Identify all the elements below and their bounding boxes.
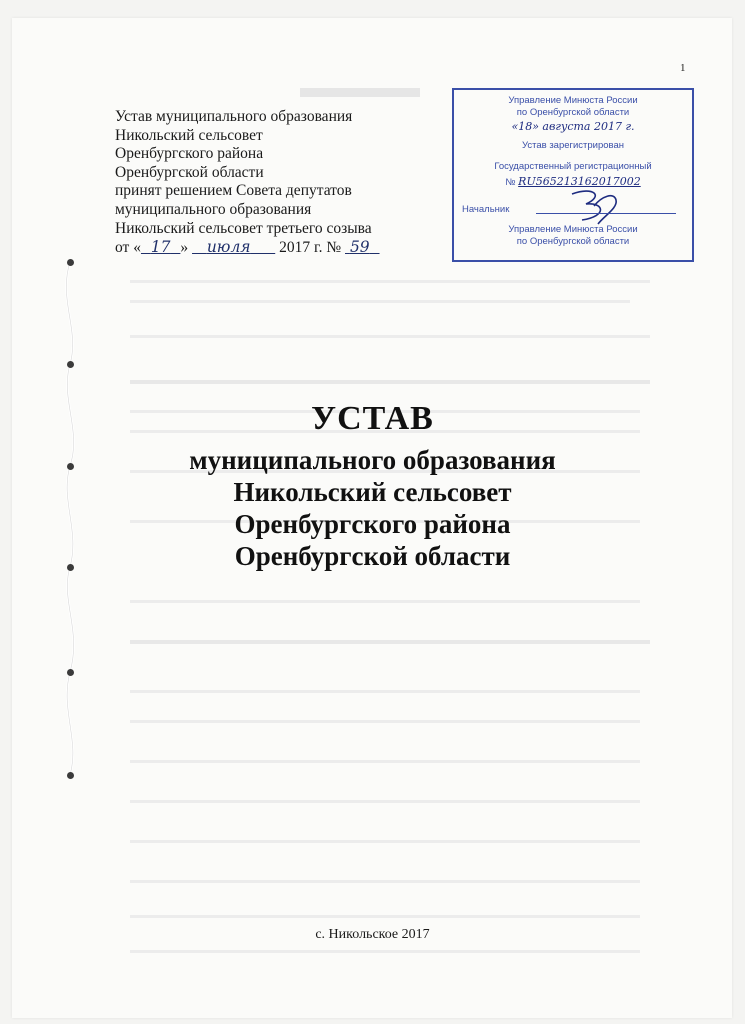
stamp-registered: Устав зарегистрирован (521, 140, 625, 151)
title-line: Оренбургского района (234, 509, 511, 539)
stamp-chief-label: Начальник (462, 204, 510, 215)
stamp-reg-label: Государственный регистрационный (494, 161, 652, 172)
approval-block (115, 108, 380, 258)
date-month: июля (206, 238, 251, 257)
date-day: 17 (150, 238, 171, 257)
date-prefix: от « (115, 239, 141, 257)
stamp-bottom-line: Управление Минюста России (508, 224, 638, 235)
date-mid: » (180, 239, 189, 257)
document-title (0, 400, 745, 572)
binding-hole (67, 669, 74, 676)
title-line: Оренбургской области (234, 541, 511, 571)
binding-hole (67, 259, 74, 266)
signature-icon (564, 186, 624, 228)
approval-date-line (115, 238, 380, 258)
stamp-date: «18» августа 2017 г. (511, 120, 635, 133)
place-and-year: с. Никольское 2017 (315, 927, 430, 942)
approval-line: Никольский сельсовет третьего созыва (115, 219, 372, 237)
stamp-org-line: Управление Минюста России (508, 95, 638, 106)
approval-line: Оренбургской области (115, 163, 264, 181)
approval-line: Никольский сельсовет (115, 126, 263, 144)
date-year: 2017 г. № (279, 239, 342, 257)
approval-line: Устав муниципального образования (115, 108, 353, 125)
binding-hole (67, 772, 74, 779)
title-main: УСТАВ (311, 400, 434, 437)
title-line: муниципального образования (189, 445, 556, 475)
approval-line: Оренбургского района (115, 145, 264, 163)
registration-stamp (452, 88, 694, 262)
signature-line (536, 213, 676, 214)
title-line: Никольский сельсовет (233, 477, 512, 507)
approval-line: муниципального образования (115, 200, 312, 218)
stamp-org-line: по Оренбургской области (516, 107, 630, 118)
page-number: 1 (680, 62, 686, 74)
stamp-bottom-line: по Оренбургской области (516, 236, 630, 247)
stamp-reg-number: № RU565213162017002 (505, 175, 641, 188)
binding-hole (67, 361, 74, 368)
approval-line: принят решением Совета депутатов (115, 182, 352, 200)
decision-number: 59 (349, 238, 370, 257)
